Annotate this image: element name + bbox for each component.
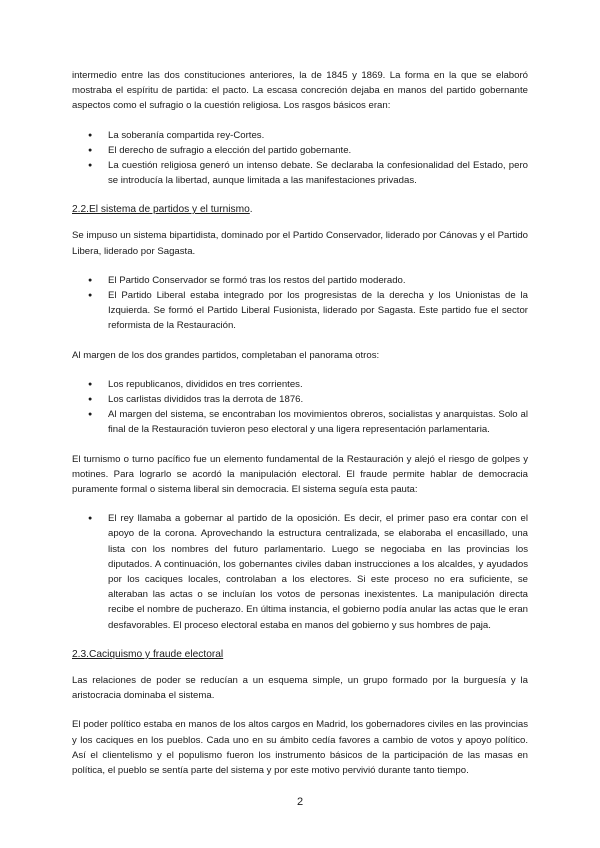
section-heading-2-3: 2.3.Caciquismo y fraude electoral	[72, 648, 224, 660]
list-item: ● El rey llamaba a gobernar al partido de la oposición. Es decir, el primer paso era contar con el apoyo de la corona. Aprovechando la estructura centralizada, se elaboraba el encasillado, una lista con los nombres del futuro parlamentario. Luego se negociaba en las provincias los diputados. A continuación, los gobernantes civiles daban instrucciones a los alcaldes, y ayudados por los caciques locales, controlaban a los electores. Si este proceso no era suficiente, se alteraban las actas o se incluían los votos de personas inexistentes. La manipulación directa recibe el nombre de pucherazo. En última instancia, el gobierno podía anular las actas que le eran desfavorables. El proceso electoral estaba en manos del gobierno y sus hombres de paja.	[108, 511, 528, 633]
list-item: ● El Partido Conservador se formó tras los restos del partido moderado.	[108, 273, 528, 288]
list-item: ● Los republicanos, divididos en tres corrientes.	[108, 377, 528, 392]
list-item: ● La cuestión religiosa generó un intenso debate. Se declaraba la confesionalidad del Estado, pero se introducía la libertad, aunque limitada a las manifestaciones privadas.	[108, 158, 528, 188]
list-item: ● Al margen del sistema, se encontraban los movimientos obreros, socialistas y anarquistas. Solo al final de la Restauración tuvieron peso electoral y una ligera representación parlamentaria.	[108, 407, 528, 437]
parties-list	[72, 273, 528, 334]
paragraph: El turnismo o turno pacífico fue un elemento fundamental de la Restauración y alejó el riesgo de golpes y motines. Para lograrlo se acordó la manipulación electoral. El fraude permite hablar de democracia puramente formal o sistema liberal sin democracia. El sistema seguía esta pauta:	[72, 453, 528, 496]
paragraph: Al margen de los dos grandes partidos, completaban el panorama otros:	[72, 349, 380, 361]
other-parties-list	[72, 377, 528, 438]
heading-suffix: .	[249, 204, 253, 216]
intro-list	[72, 128, 528, 189]
section-heading-text: 2.2.El sistema de partidos y el turnismo	[72, 204, 250, 216]
list-item: ● El derecho de sufragio a elección del partido gobernante.	[108, 143, 528, 158]
intro-paragraph: intermedio entre las dos constituciones anteriores, la de 1845 y 1869. La forma en la que se elaboró mostraba el espíritu de partida: el pacto. La escasa concreción dejaba en manos del partido gobernante aspectos como el sufragio o la cuestión religiosa. Los rasgos básicos eran:	[72, 70, 528, 112]
document-page	[72, 68, 528, 778]
list-item: ● El Partido Liberal estaba integrado por los progresistas de la derecha y los Unionistas de la Izquierda. Se formó el Partido Liberal Fusionista, liderado por Sagasta. Este partido fue el sector reformista de la Restauración.	[108, 288, 528, 334]
paragraph: El poder político estaba en manos de los altos cargos en Madrid, los gobernadores civiles en las provincias y los caciques en los pueblos. Cada uno en su ámbito cedía favores a cambio de votos y apoyo político. Así el clientelismo y el populismo fueron los instrumento básicos de la participación de las masas en política, el pueblo se sentía parte del sistema y por este motivo pervivió durante tanto tiempo.	[72, 719, 528, 776]
paragraph: Se impuso un sistema bipartidista, dominado por el Partido Conservador, liderado por Cánovas y el Partido Libera, liderado por Sagasta.	[72, 230, 528, 257]
list-item: ● La soberanía compartida rey-Cortes.	[108, 128, 528, 143]
page-number: 2	[296, 796, 304, 808]
turnismo-list	[72, 511, 528, 633]
list-item: ● Los carlistas divididos tras la derrota de 1876.	[108, 392, 528, 407]
paragraph: Las relaciones de poder se reducían a un esquema simple, un grupo formado por la burguesía y la aristocracia dominaba el sistema.	[72, 674, 528, 702]
section-heading-2-2	[72, 202, 528, 218]
